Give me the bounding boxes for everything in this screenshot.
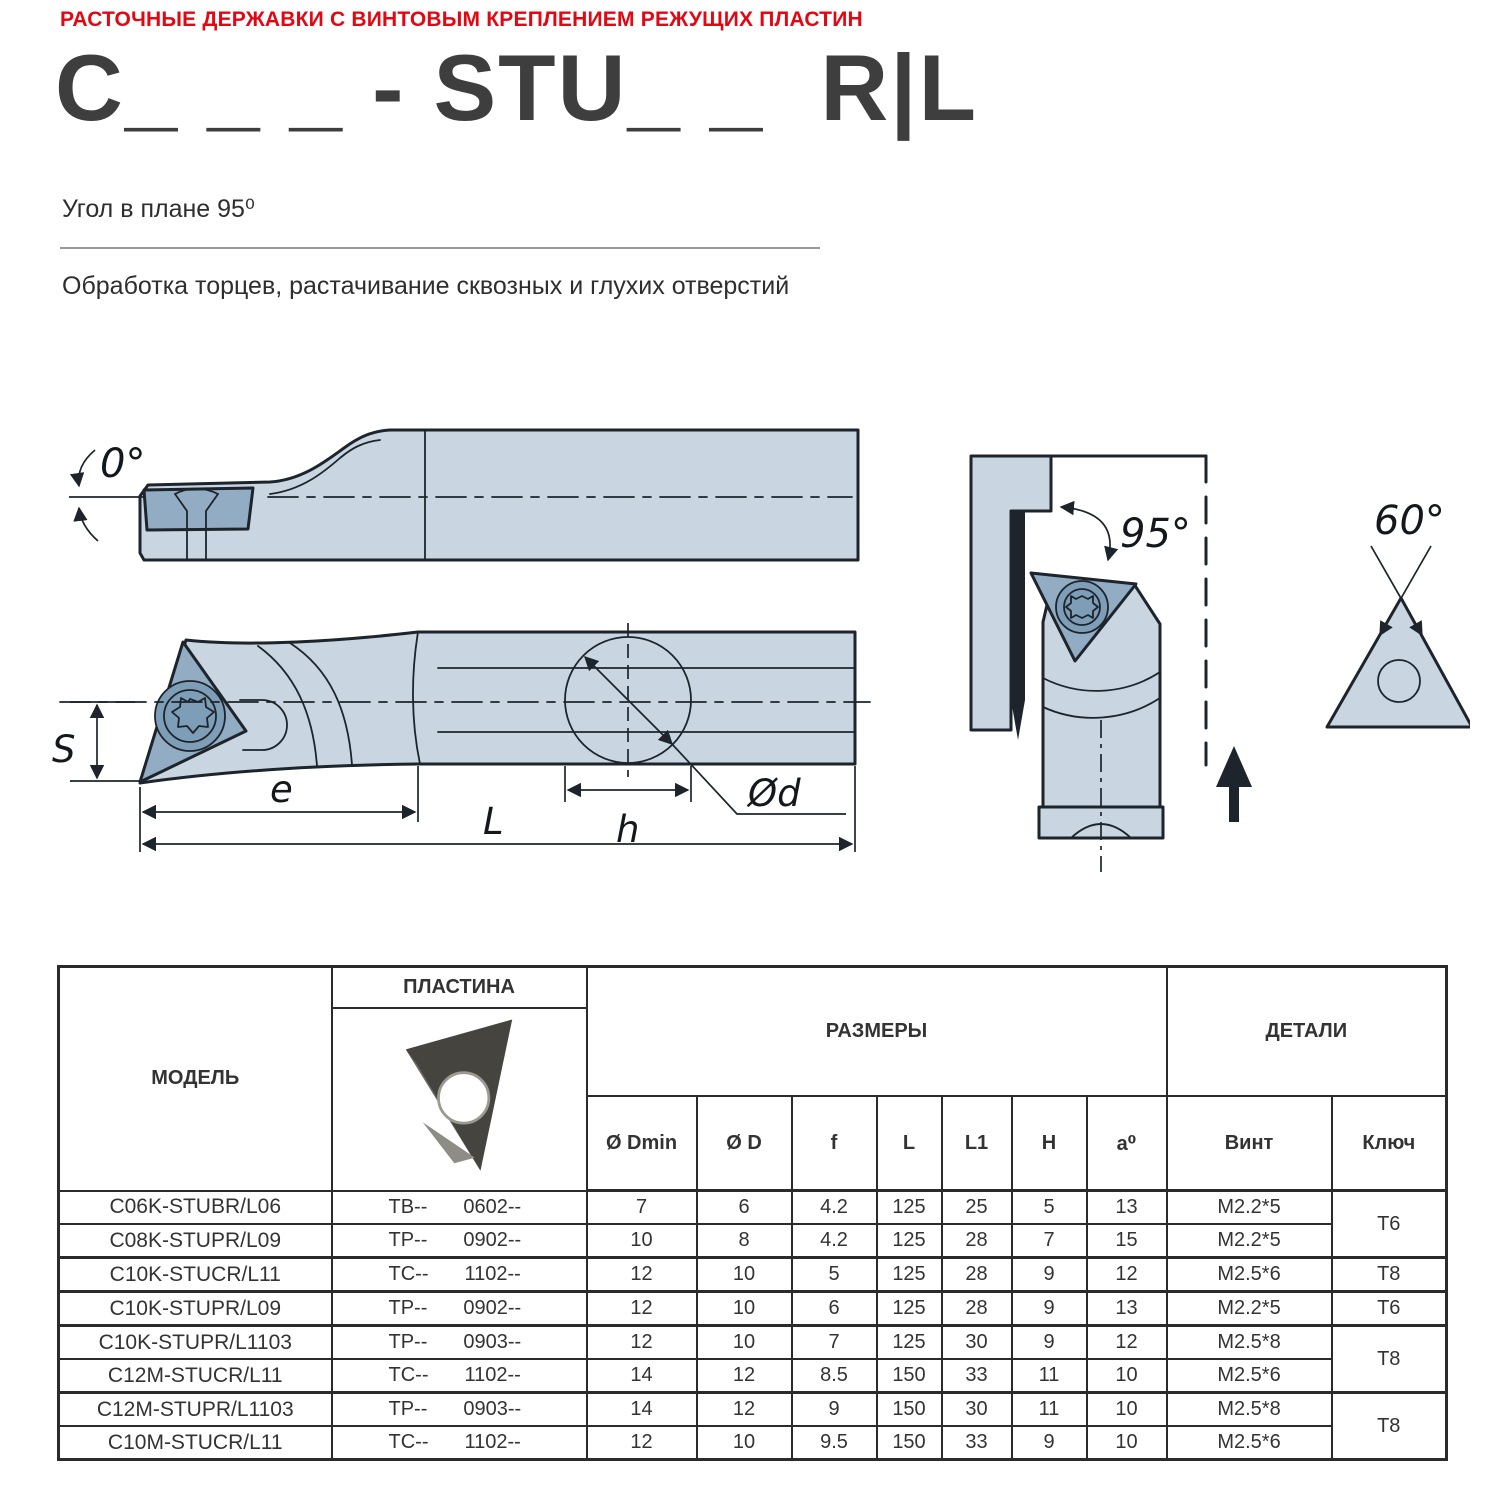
plate-prefix: TP-- bbox=[388, 1297, 428, 1319]
d-cell: 12 bbox=[697, 1359, 792, 1393]
l1-cell: 25 bbox=[942, 1191, 1012, 1225]
plate-code: 0903-- bbox=[463, 1398, 522, 1420]
d-cell: 6 bbox=[697, 1191, 792, 1225]
table-row bbox=[59, 1393, 1447, 1427]
plate-code: 1102-- bbox=[464, 1431, 521, 1453]
screw-cell: M2.5*8 bbox=[1167, 1393, 1332, 1427]
dim-h-label: h bbox=[616, 808, 640, 851]
page-kicker: РАСТОЧНЫЕ ДЕРЖАВКИ С ВИНТОВЫМ КРЕПЛЕНИЕМ РЕЖУЩИХ ПЛАСТИН bbox=[60, 8, 863, 31]
h-cell: 9 bbox=[1012, 1426, 1087, 1460]
top-view-drawing bbox=[69, 430, 858, 560]
dim-s-label: S bbox=[52, 728, 76, 771]
model-cell: C08K-STUPR/L09 bbox=[59, 1224, 332, 1258]
plate-prefix: TC-- bbox=[388, 1364, 429, 1386]
divider bbox=[60, 247, 820, 249]
col-header-dimensions: РАЗМЕРЫ bbox=[587, 967, 1167, 1097]
spec-table bbox=[57, 965, 1448, 1461]
plate-code: 0602-- bbox=[463, 1195, 522, 1218]
key-cell: T8 bbox=[1332, 1258, 1447, 1292]
col-header-l: L bbox=[877, 1096, 942, 1190]
table-row bbox=[59, 1191, 1447, 1225]
spec-table-body bbox=[59, 1191, 1447, 1460]
l-cell: 125 bbox=[877, 1224, 942, 1258]
l-cell: 150 bbox=[877, 1426, 942, 1460]
plate-prefix: TP-- bbox=[388, 1398, 428, 1420]
plate-code: 1102-- bbox=[464, 1263, 521, 1285]
spec-table-section bbox=[57, 965, 1448, 1461]
page-title: C_ _ _ - STU_ _ R|L bbox=[55, 35, 978, 140]
model-cell: C12M-STUCR/L11 bbox=[59, 1359, 332, 1393]
technical-drawings bbox=[40, 410, 1470, 880]
model-cell: C10K-STUPR/L1103 bbox=[59, 1326, 332, 1360]
h-cell: 5 bbox=[1012, 1191, 1087, 1225]
plate-cell bbox=[332, 1426, 587, 1460]
plate-code: 0902-- bbox=[463, 1229, 522, 1251]
insert-photo bbox=[389, 1009, 529, 1184]
col-header-h: H bbox=[1012, 1096, 1087, 1190]
angle-cell: 15 bbox=[1087, 1224, 1167, 1258]
key-cell: T8 bbox=[1332, 1326, 1447, 1393]
key-cell: T8 bbox=[1332, 1393, 1447, 1460]
side-view-drawing bbox=[52, 623, 870, 852]
d-cell: 12 bbox=[697, 1393, 792, 1427]
h-cell: 9 bbox=[1012, 1292, 1087, 1326]
dmin-cell: 14 bbox=[587, 1393, 697, 1427]
screw-cell: M2.2*5 bbox=[1167, 1292, 1332, 1326]
model-cell: C10K-STUCR/L11 bbox=[59, 1258, 332, 1292]
f-cell: 7 bbox=[792, 1326, 877, 1360]
dmin-cell: 12 bbox=[587, 1258, 697, 1292]
plunge-view-drawing bbox=[971, 456, 1252, 872]
h-cell: 11 bbox=[1012, 1359, 1087, 1393]
h-cell: 7 bbox=[1012, 1224, 1087, 1258]
screw-cell: M2.2*5 bbox=[1167, 1224, 1332, 1258]
angle-cell: 10 bbox=[1087, 1359, 1167, 1393]
model-cell: C10M-STUCR/L11 bbox=[59, 1426, 332, 1460]
d-cell: 8 bbox=[697, 1224, 792, 1258]
col-header-screw: Винт bbox=[1167, 1096, 1332, 1190]
dmin-cell: 12 bbox=[587, 1326, 697, 1360]
col-header-plate: ПЛАСТИНА bbox=[332, 967, 587, 1008]
l1-cell: 33 bbox=[942, 1426, 1012, 1460]
col-header-l1: L1 bbox=[942, 1096, 1012, 1190]
f-cell: 4.2 bbox=[792, 1191, 877, 1225]
l-cell: 150 bbox=[877, 1359, 942, 1393]
plate-cell bbox=[332, 1393, 587, 1427]
screw-cell: M2.5*6 bbox=[1167, 1359, 1332, 1393]
col-header-d: Ø D bbox=[697, 1096, 792, 1190]
angle-cell: 13 bbox=[1087, 1292, 1167, 1326]
h-cell: 9 bbox=[1012, 1258, 1087, 1292]
plate-cell bbox=[332, 1258, 587, 1292]
angle-cell: 10 bbox=[1087, 1426, 1167, 1460]
plate-prefix: TB-- bbox=[388, 1195, 428, 1218]
plan-angle-label: 95° bbox=[1120, 511, 1191, 557]
col-header-parts: ДЕТАЛИ bbox=[1167, 967, 1447, 1097]
l-cell: 125 bbox=[877, 1191, 942, 1225]
dmin-cell: 12 bbox=[587, 1426, 697, 1460]
plate-prefix: TC-- bbox=[388, 1263, 429, 1285]
col-header-dmin: Ø Dmin bbox=[587, 1096, 697, 1190]
col-header-model: МОДЕЛЬ bbox=[59, 967, 332, 1191]
dim-l-label: L bbox=[483, 800, 504, 843]
table-row bbox=[59, 1292, 1447, 1326]
back-angle-label: 0° bbox=[100, 441, 146, 487]
plate-cell bbox=[332, 1191, 587, 1225]
insert-view-drawing bbox=[1327, 498, 1470, 727]
model-cell: C12M-STUPR/L1103 bbox=[59, 1393, 332, 1427]
plate-prefix: TC-- bbox=[388, 1431, 429, 1453]
plate-code: 0903-- bbox=[463, 1331, 522, 1353]
key-cell: T6 bbox=[1332, 1292, 1447, 1326]
dmin-cell: 10 bbox=[587, 1224, 697, 1258]
f-cell: 4.2 bbox=[792, 1224, 877, 1258]
l-cell: 125 bbox=[877, 1292, 942, 1326]
dim-e-label: e bbox=[270, 768, 293, 811]
application-note: Обработка торцев, растачивание сквозных и глухих отверстий bbox=[62, 272, 790, 300]
table-row bbox=[59, 1326, 1447, 1360]
plate-cell bbox=[332, 1359, 587, 1393]
screw-cell: M2.2*5 bbox=[1167, 1191, 1332, 1225]
table-row bbox=[59, 1359, 1447, 1393]
key-cell: T6 bbox=[1332, 1191, 1447, 1258]
col-header-f: f bbox=[792, 1096, 877, 1190]
l-cell: 150 bbox=[877, 1393, 942, 1427]
plate-prefix: TP-- bbox=[388, 1229, 428, 1251]
d-cell: 10 bbox=[697, 1326, 792, 1360]
model-cell: C10K-STUPR/L09 bbox=[59, 1292, 332, 1326]
h-cell: 9 bbox=[1012, 1326, 1087, 1360]
screw-cell: M2.5*6 bbox=[1167, 1258, 1332, 1292]
plan-angle-note: Угол в плане 95⁰ bbox=[62, 195, 255, 223]
angle-cell: 10 bbox=[1087, 1393, 1167, 1427]
angle-cell: 12 bbox=[1087, 1326, 1167, 1360]
insert-angle-label: 60° bbox=[1374, 498, 1445, 544]
f-cell: 5 bbox=[792, 1258, 877, 1292]
d-cell: 10 bbox=[697, 1258, 792, 1292]
dmin-cell: 12 bbox=[587, 1292, 697, 1326]
l1-cell: 28 bbox=[942, 1224, 1012, 1258]
d-cell: 10 bbox=[697, 1426, 792, 1460]
table-row bbox=[59, 1224, 1447, 1258]
l1-cell: 28 bbox=[942, 1258, 1012, 1292]
feed-direction-arrow-icon bbox=[1216, 746, 1252, 787]
screw-cell: M2.5*8 bbox=[1167, 1326, 1332, 1360]
f-cell: 8.5 bbox=[792, 1359, 877, 1393]
plate-cell bbox=[332, 1292, 587, 1326]
l1-cell: 28 bbox=[942, 1292, 1012, 1326]
f-cell: 6 bbox=[792, 1292, 877, 1326]
col-header-key: Ключ bbox=[1332, 1096, 1447, 1190]
plate-code: 0902-- bbox=[463, 1297, 522, 1319]
plate-cell bbox=[332, 1224, 587, 1258]
model-cell: C06K-STUBR/L06 bbox=[59, 1191, 332, 1225]
col-header-a: a⁰ bbox=[1087, 1096, 1167, 1190]
l1-cell: 30 bbox=[942, 1393, 1012, 1427]
table-row bbox=[59, 1426, 1447, 1460]
d-cell: 10 bbox=[697, 1292, 792, 1326]
dim-d-label: Ød bbox=[748, 772, 801, 815]
dmin-cell: 7 bbox=[587, 1191, 697, 1225]
angle-cell: 13 bbox=[1087, 1191, 1167, 1225]
screw-cell: M2.5*6 bbox=[1167, 1426, 1332, 1460]
l1-cell: 33 bbox=[942, 1359, 1012, 1393]
h-cell: 11 bbox=[1012, 1393, 1087, 1427]
plate-photo-cell bbox=[332, 1008, 587, 1191]
dmin-cell: 14 bbox=[587, 1359, 697, 1393]
angle-cell: 12 bbox=[1087, 1258, 1167, 1292]
plate-prefix: TP-- bbox=[388, 1331, 428, 1353]
f-cell: 9 bbox=[792, 1393, 877, 1427]
l1-cell: 30 bbox=[942, 1326, 1012, 1360]
l-cell: 125 bbox=[877, 1258, 942, 1292]
plate-cell bbox=[332, 1326, 587, 1360]
l-cell: 125 bbox=[877, 1326, 942, 1360]
table-row bbox=[59, 1258, 1447, 1292]
plate-code: 1102-- bbox=[464, 1364, 521, 1386]
f-cell: 9.5 bbox=[792, 1426, 877, 1460]
header-row-groups bbox=[59, 967, 1447, 1008]
